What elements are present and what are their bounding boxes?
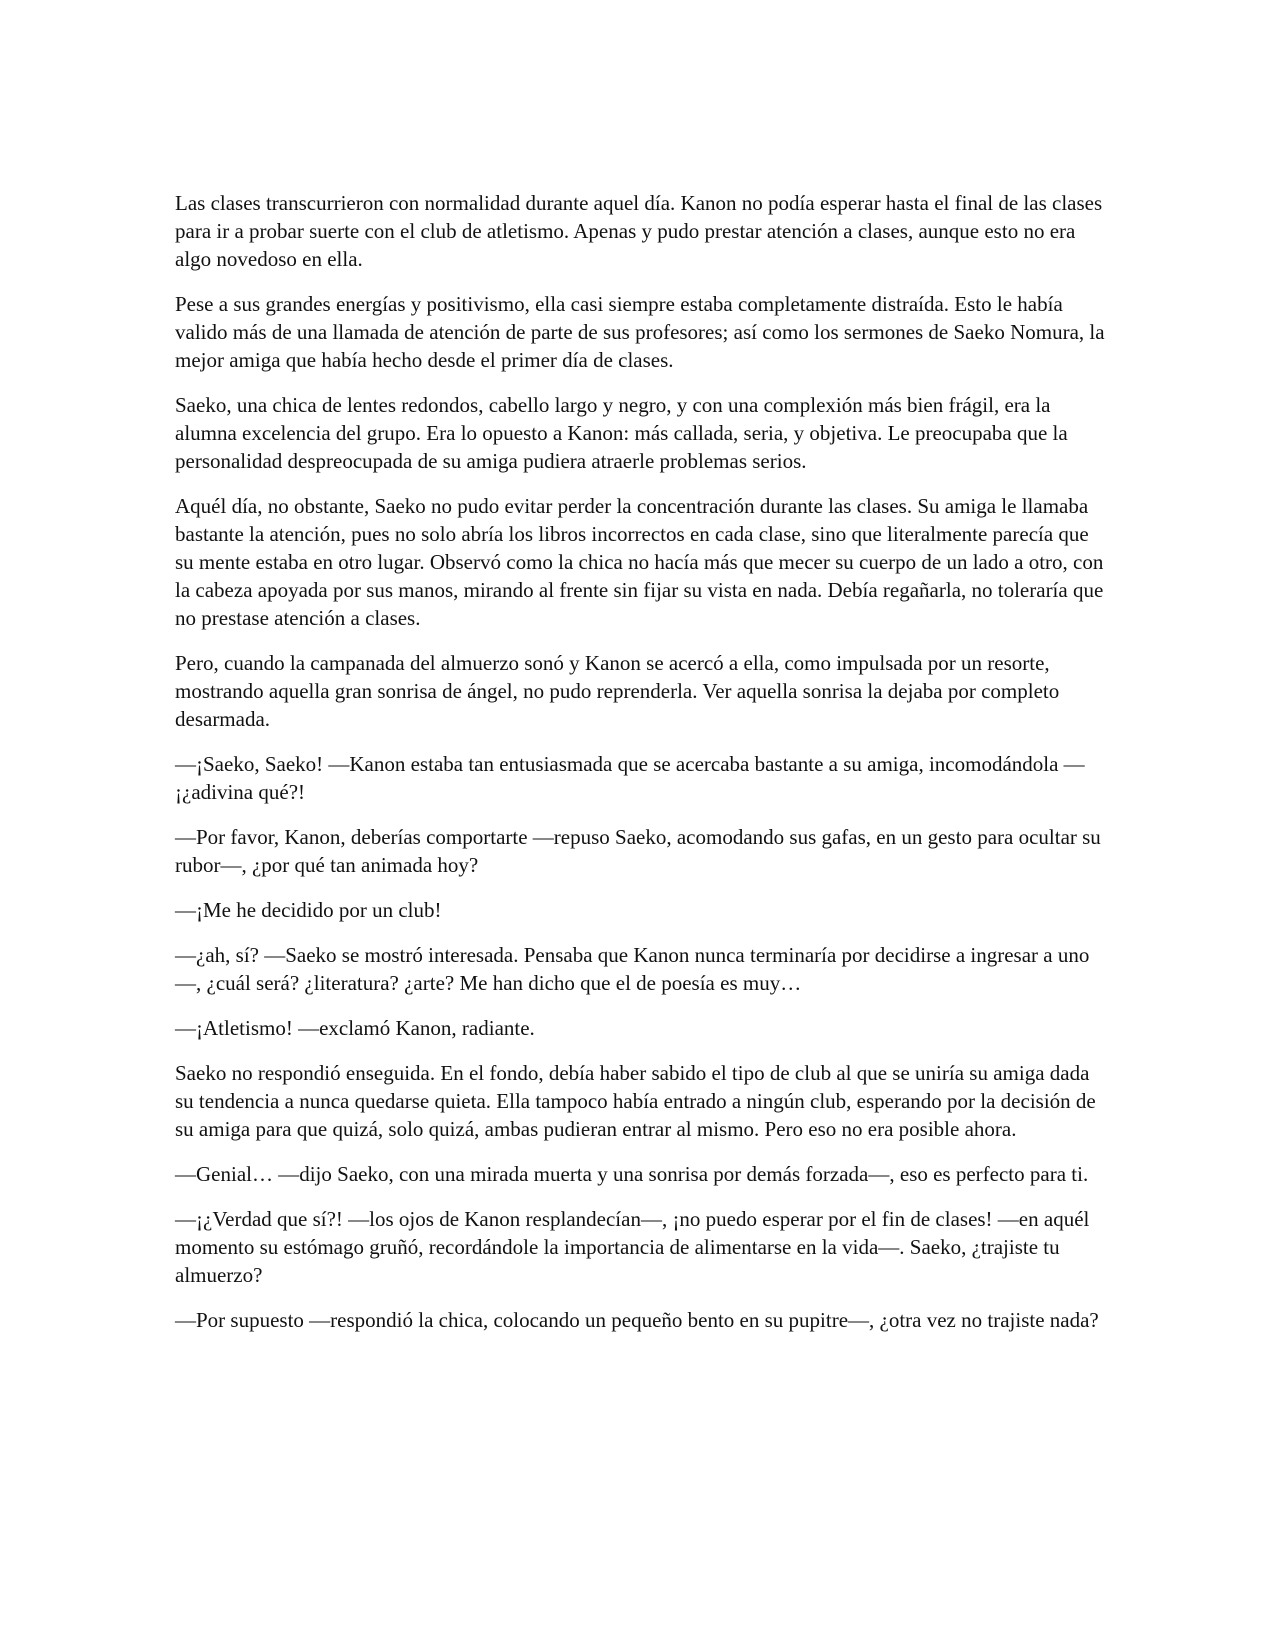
paragraph: Pero, cuando la campanada del almuerzo sonó y Kanon se acercó a ella, como impulsada por un resorte, mostrando aquella gran sonrisa de ángel, no pudo reprenderla. Ver aquella sonrisa la dejaba por completo desarmada. [175,651,1060,731]
dialogue-line: —Genial… —dijo Saeko, con una mirada muerta y una sonrisa por demás forzada—, eso es perfecto para ti. [175,1162,1089,1186]
dialogue-line: —¡Me he decidido por un club! [175,898,442,922]
dialogue-line: —¡Saeko, Saeko! —Kanon estaba tan entusiasmada que se acercaba bastante a su amiga, incomodándola —¡¿adivina qué?! [175,752,1085,804]
dialogue-line: —Por favor, Kanon, deberías comportarte —repuso Saeko, acomodando sus gafas, en un gesto para ocultar su rubor—, ¿por qué tan animada hoy? [175,825,1101,877]
dialogue-line: —¡Atletismo! —exclamó Kanon, radiante. [175,1016,535,1040]
paragraph: Pese a sus grandes energías y positivismo, ella casi siempre estaba completamente distraída. Esto le había valido más de una llamada de atención de parte de sus profesores; así como los sermones de Saeko Nomura, la mejor amiga que había hecho desde el primer día de clases. [175,292,1105,372]
paragraph: Saeko, una chica de lentes redondos, cabello largo y negro, y con una complexión más bien frágil, era la alumna excelencia del grupo. Era lo opuesto a Kanon: más callada, seria, y objetiva. Le preocupaba que la personalidad despreocupada de su amiga pudiera atraerle problemas serios. [175,393,1068,473]
dialogue-line: —Por supuesto —respondió la chica, colocando un pequeño bento en su pupitre—, ¿otra vez no trajiste nada? [175,1308,1099,1332]
dialogue-line: —¡¿Verdad que sí?! —los ojos de Kanon resplandecían—, ¡no puedo esperar por el fin de clases! —en aquél momento su estómago gruñó, recordándole la importancia de alimentarse en la vida—. Saeko, ¿trajiste tu almuerzo? [175,1207,1090,1287]
paragraph: Saeko no respondió enseguida. En el fondo, debía haber sabido el tipo de club al que se uniría su amiga dada su tendencia a nunca quedarse quieta. Ella tampoco había entrado a ningún club, esperando por la decisión de su amiga para que quizá, solo quizá, ambas pudieran entrar al mismo. Pero eso no era posible ahora. [175,1061,1096,1141]
paragraph: Las clases transcurrieron con normalidad durante aquel día. Kanon no podía esperar hasta el final de las clases para ir a probar suerte con el club de atletismo. Apenas y pudo prestar atención a clases, aunque esto no era algo novedoso en ella. [175,191,1103,271]
paragraph: Aquél día, no obstante, Saeko no pudo evitar perder la concentración durante las clases. Su amiga le llamaba bastante la atención, pues no solo abría los libros incorrectos en cada clase, sino que literalmente parecía que su mente estaba en otro lugar. Observó como la chica no hacía más que mecer su cuerpo de un lado a otro, con la cabeza apoyada por sus manos, mirando al frente sin fijar su vista en nada. Debía regañarla, no toleraría que no prestase atención a clases. [175,494,1104,630]
document-body [175,189,1110,1351]
dialogue-line: —¿ah, sí? —Saeko se mostró interesada. Pensaba que Kanon nunca terminaría por decidirse a ingresar a uno—, ¿cuál será? ¿literatura? ¿arte? Me han dicho que el de poesía es muy… [175,943,1090,995]
